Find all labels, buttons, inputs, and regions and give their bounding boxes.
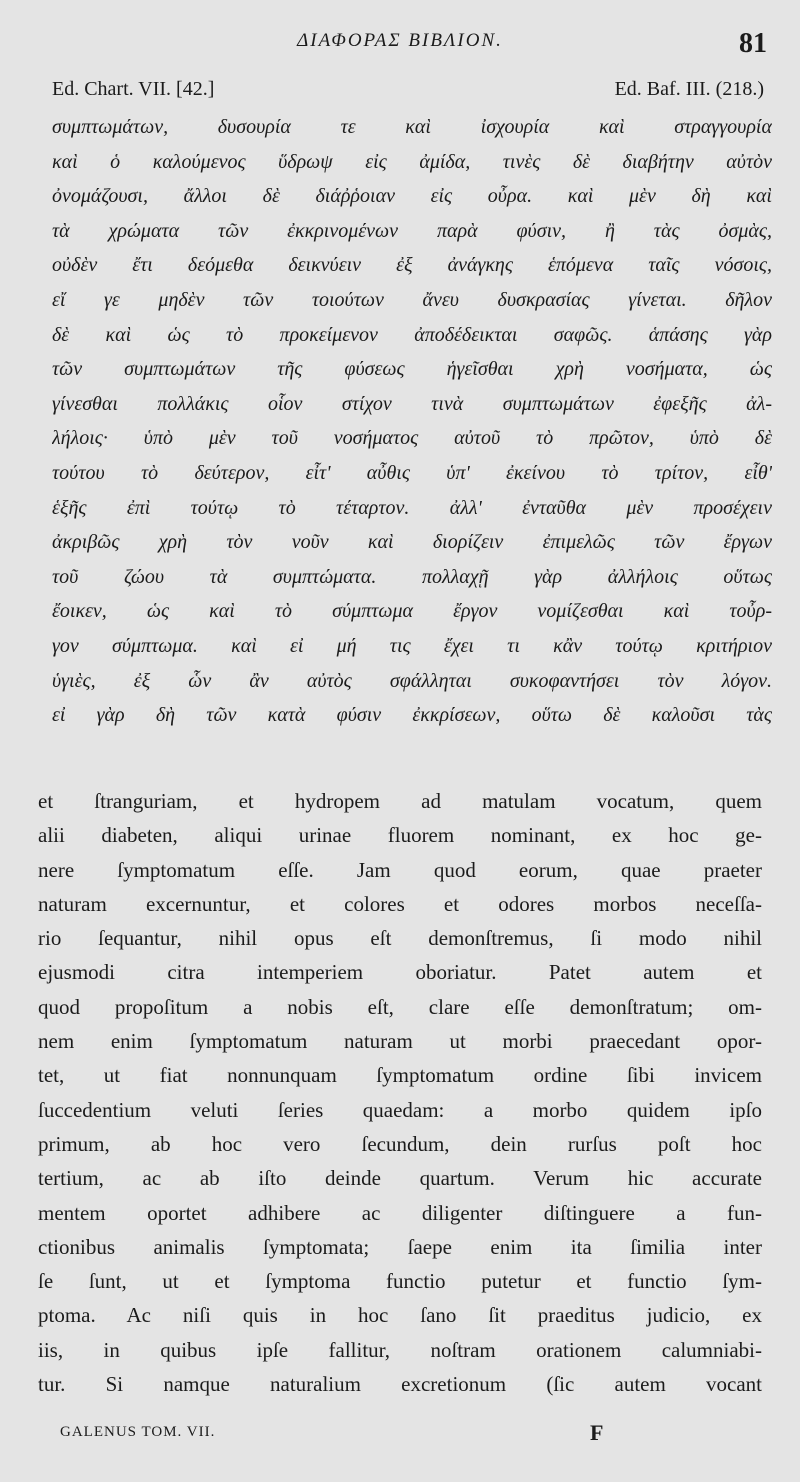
greek-line: γον σύμπτωμα. καὶ εἰ μή τις ἔχει τι κἂν τούτῳ κριτήριον: [52, 634, 772, 657]
greek-line: εἰ γὰρ δὴ τῶν κατὰ φύσιν ἐκκρίσεων, οὕτω δὲ καλοῦσι τὰς: [52, 704, 772, 727]
greek-line: ὀνομάζουσι, ἄλλοι δὲ διάῤῥοιαν εἰς οὖρα. καὶ μὲν δὴ καὶ: [52, 185, 772, 208]
greek-line: συμπτωμάτων, δυσουρία τε καὶ ἰσχουρία καὶ στραγγουρία: [52, 116, 772, 138]
footer-author-volume: GALENUS TOM. VII.: [60, 1424, 216, 1440]
latin-line: tur. Si namque naturalium excretionum (ſic autem vocant: [38, 1372, 762, 1397]
latin-line: tertium, ac ab iſto deinde quartum. Verum hic accurate: [38, 1166, 762, 1191]
greek-line: τούτου τὸ δεύτερον, εἶτ' αὖθις ὑπ' ἐκείνου τὸ τρίτον, εἶθ': [52, 461, 772, 484]
latin-text-block: [38, 784, 762, 1401]
page-number: 81: [739, 28, 767, 59]
greek-line: οὐδὲν ἔτι δεόμεθα δεικνύειν ἐξ ἀνάγκης ἑπόμενα ταῖς νόσοις,: [52, 254, 772, 277]
edition-basel: Ed. Baf. III. (218.): [614, 78, 764, 100]
latin-line: et ſtranguriam, et hydropem ad matulam vocatum, quem: [38, 789, 762, 813]
latin-line: ejusmodi citra intemperiem oboriatur. Patet autem et: [38, 960, 762, 985]
latin-line: ctionibus animalis ſymptomata; ſaepe enim ita ſimilia inter: [38, 1234, 762, 1259]
latin-line: alii diabeten, aliqui urinae fluorem nominant, ex hoc ge-: [38, 823, 762, 848]
signature-mark: F: [590, 1420, 604, 1445]
latin-line: tet, ut fiat nonnunquam ſymptomatum ordine ſibi invicem: [38, 1063, 762, 1088]
latin-line: rio ſequantur, nihil opus eſt demonſtremus, ſi modo nihil: [38, 926, 762, 951]
greek-line: ἀκριβῶς χρὴ τὸν νοῦν καὶ διορίζειν ἐπιμελῶς τῶν ἔργων: [52, 531, 772, 554]
running-head: ΔΙΑΦΟΡΑΣ ΒΙΒΛΙΟΝ.: [297, 30, 503, 51]
edition-chartier: Ed. Chart. VII. [42.]: [52, 78, 215, 100]
greek-text-block: [52, 110, 772, 733]
greek-line: ἑξῆς ἐπὶ τούτῳ τὸ τέταρτον. ἀλλ' ἐνταῦθα μὲν προσέχειν: [52, 496, 772, 519]
greek-line: ἔοικεν, ὡς καὶ τὸ σύμπτωμα ἔργον νομίζεσθαι καὶ τοὖρ-: [52, 600, 772, 623]
latin-line: mentem oportet adhibere ac diligenter diſtinguere a fun-: [38, 1200, 762, 1225]
greek-line: γίνεσθαι πολλάκις οἷον στίχον τινὰ συμπτωμάτων ἐφεξῆς ἀλ-: [52, 392, 772, 415]
latin-line: iis, in quibus ipſe fallitur, noſtram orationem calumniabi-: [38, 1337, 762, 1362]
latin-line: quod propoſitum a nobis eſt, clare eſſe demonſtratum; om-: [38, 994, 762, 1019]
latin-line: nem enim ſymptomatum naturam ut morbi praecedant opor-: [38, 1029, 762, 1054]
latin-line: primum, ab hoc vero ſecundum, dein rurſus poſt hoc: [38, 1131, 762, 1156]
greek-line: τῶν συμπτωμάτων τῆς φύσεως ἡγεῖσθαι χρὴ νοσήματα, ὡς: [52, 358, 772, 381]
latin-line: ſuccedentium veluti ſeries quaedam: a morbo quidem ipſo: [38, 1097, 762, 1122]
latin-line: nere ſymptomatum eſſe. Jam quod eorum, quae praeter: [38, 857, 762, 882]
greek-line: δὲ καὶ ὡς τὸ προκείμενον ἀποδέδεικται σαφῶς. ἁπάσης γὰρ: [52, 323, 772, 346]
greek-line: τοῦ ζώου τὰ συμπτώματα. πολλαχῇ γὰρ ἀλλήλοις οὕτως: [52, 565, 772, 588]
latin-line: ſe ſunt, ut et ſymptoma functio putetur et functio ſym-: [38, 1269, 762, 1294]
greek-line: εἴ γε μηδὲν τῶν τοιούτων ἄνευ δυσκρασίας γίνεται. δῆλον: [52, 288, 772, 311]
latin-line: naturam excernuntur, et colores et odores morbos neceſſa-: [38, 891, 762, 916]
greek-line: λήλοις· ὑπὸ μὲν τοῦ νοσήματος αὐτοῦ τὸ πρῶτον, ὑπὸ δὲ: [52, 427, 772, 450]
greek-line: καὶ ὁ καλούμενος ὕδρωψ εἰς ἀμίδα, τινὲς δὲ διαβήτην αὐτὸν: [52, 150, 772, 173]
latin-line: ptoma. Ac niſi quis in hoc ſano ſit praeditus judicio, ex: [38, 1303, 762, 1328]
greek-line: τὰ χρώματα τῶν ἐκκρινομένων παρὰ φύσιν, ἢ τὰς ὀσμὰς,: [52, 219, 772, 242]
greek-line: ὑγιὲς, ἐξ ὧν ἂν αὐτὸς σφάλληται συκοφαντήσει τὸν λόγον.: [52, 669, 772, 692]
